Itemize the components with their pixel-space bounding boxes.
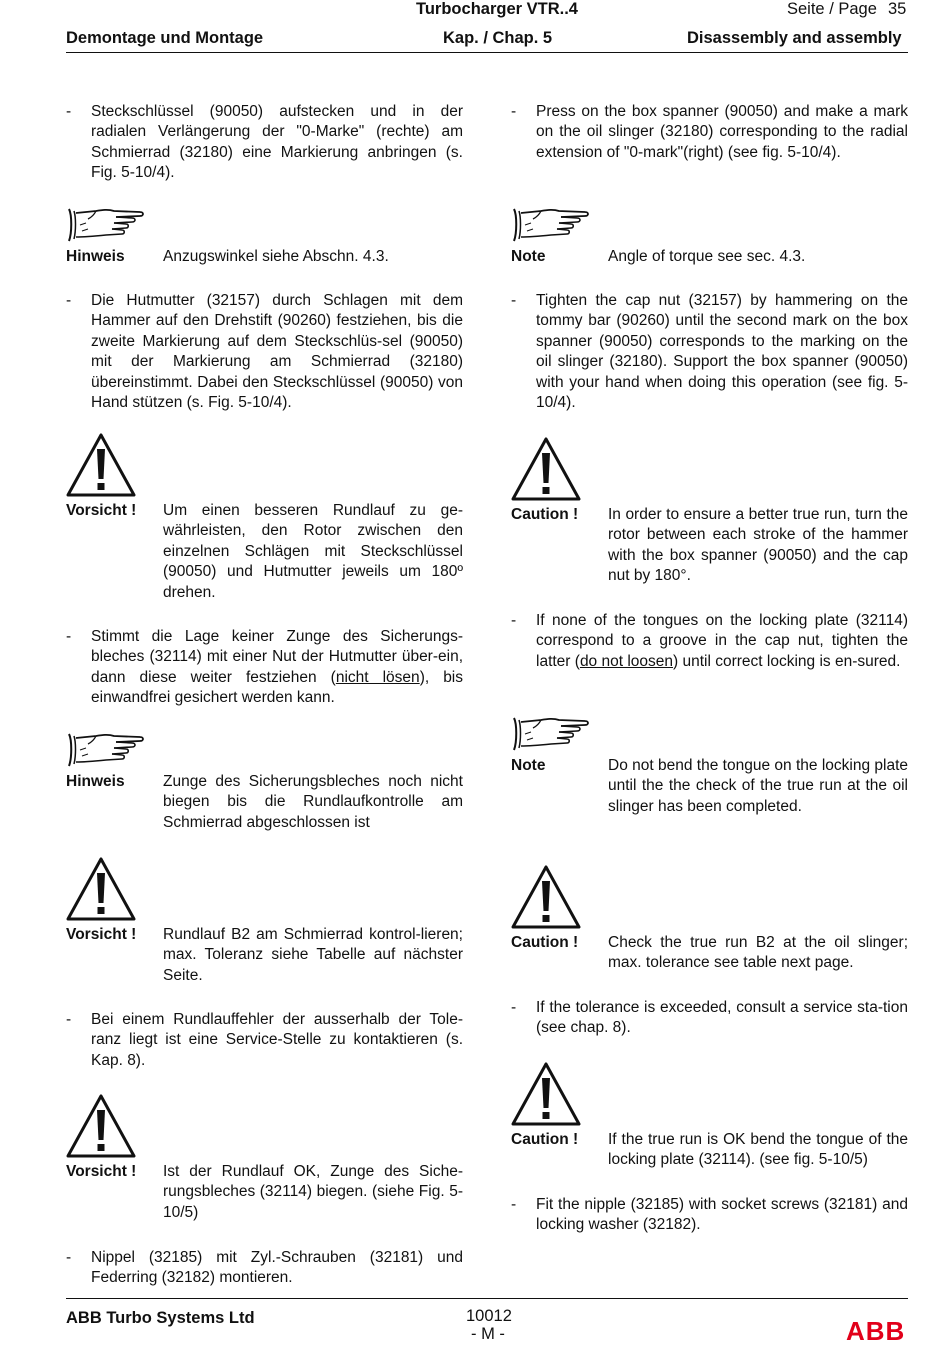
caution-label: Vorsicht ! xyxy=(66,926,137,943)
revision-label: - M - xyxy=(471,1325,505,1343)
footer-rule xyxy=(66,1298,908,1299)
company-name: ABB Turbo Systems Ltd xyxy=(66,1309,255,1327)
note-label: Note xyxy=(511,248,546,265)
hand-pointer-icon xyxy=(66,730,146,770)
caution-label: Caution ! xyxy=(511,506,579,523)
abb-logo: ABB xyxy=(846,1316,906,1346)
caution-label: Vorsicht ! xyxy=(66,502,137,519)
document-number: 10012 xyxy=(466,1307,512,1325)
warning-icon xyxy=(66,1094,136,1158)
note-label: Note xyxy=(511,757,546,774)
section-title-en: Disassembly and assembly xyxy=(687,29,902,47)
hand-pointer-icon xyxy=(511,714,591,754)
section-title-de: Demontage und Montage xyxy=(66,29,264,47)
hand-pointer-icon xyxy=(511,205,591,245)
chapter-label: Kap. / Chap. 5 xyxy=(443,29,553,47)
hint-label: Hinweis xyxy=(66,773,125,790)
caution-label: Vorsicht ! xyxy=(66,1163,137,1180)
warning-icon xyxy=(66,857,136,921)
caution-label: Caution ! xyxy=(511,1131,579,1148)
warning-icon xyxy=(511,865,581,929)
header-rule xyxy=(66,52,908,53)
caution-label: Caution ! xyxy=(511,934,579,951)
page-number: 35 xyxy=(888,0,907,18)
warning-icon xyxy=(511,1062,581,1126)
document-title: Turbocharger VTR..4 xyxy=(416,0,578,18)
page-label: Seite / Page xyxy=(787,0,877,18)
hand-pointer-icon xyxy=(66,205,146,245)
hint-label: Hinweis xyxy=(66,248,125,265)
warning-icon xyxy=(66,433,136,497)
warning-icon xyxy=(511,437,581,501)
